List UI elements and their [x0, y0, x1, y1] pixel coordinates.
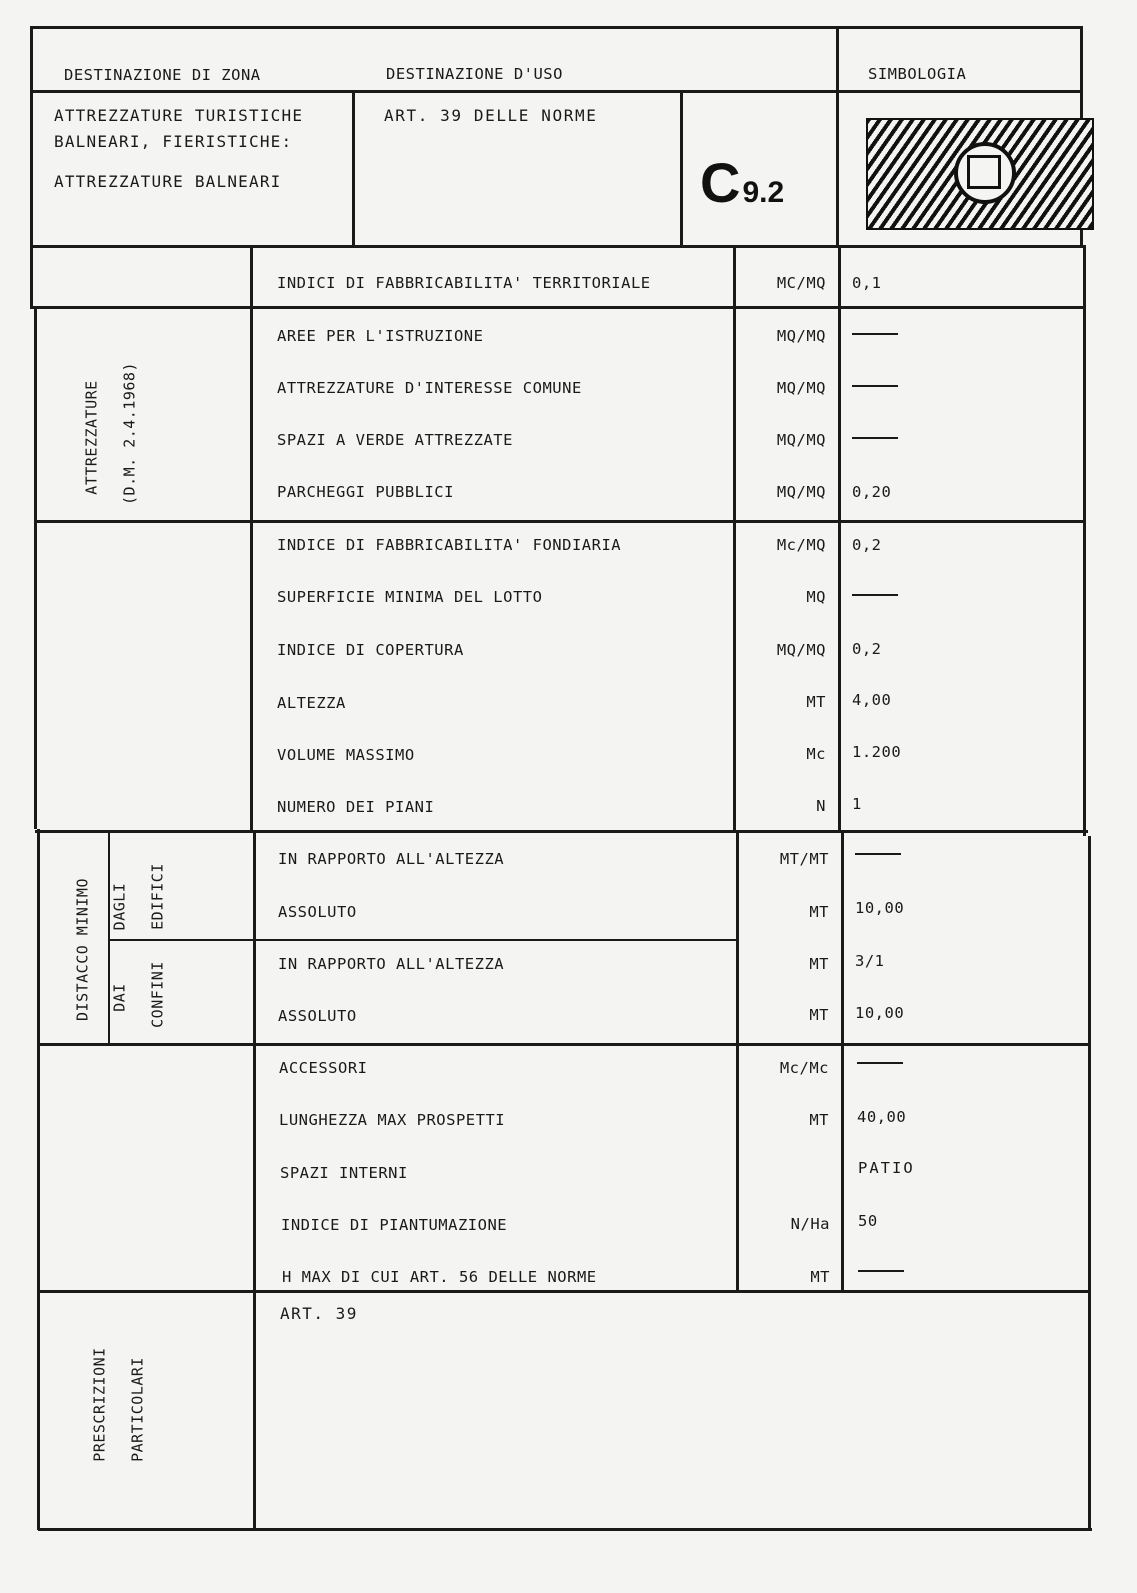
- row-value: 4,00: [852, 691, 892, 709]
- row-unit: MQ/MQ: [776, 327, 826, 345]
- row-value: 1.200: [852, 743, 902, 761]
- row-value: 0,20: [852, 483, 892, 501]
- section-attrezzature-dm: (D.M. 2.4.1968): [120, 362, 139, 505]
- row-unit: MQ/MQ: [776, 379, 826, 397]
- row-value: 10,00: [855, 1004, 905, 1022]
- row-label: IN RAPPORTO ALL'ALTEZZA: [278, 850, 505, 868]
- row-label: LUNGHEZZA MAX PROSPETTI: [279, 1111, 506, 1129]
- section-edifici: EDIFICI: [148, 863, 167, 930]
- row-label: H MAX DI CUI ART. 56 DELLE NORME: [282, 1268, 597, 1286]
- row-unit: Mc: [806, 745, 826, 763]
- row-unit: Mc/MQ: [776, 536, 826, 554]
- row-value: 0,1: [852, 274, 882, 292]
- empty-value-dash: [852, 594, 898, 596]
- row-label: ATTREZZATURE D'INTERESSE COMUNE: [277, 379, 582, 397]
- row-unit: MT: [809, 955, 829, 973]
- section-distacco: DISTACCO MINIMO: [73, 878, 92, 1021]
- row-unit: MQ/MQ: [776, 641, 826, 659]
- row-label: INDICE DI FABBRICABILITA' FONDIARIA: [277, 536, 622, 554]
- header-symbology: SIMBOLOGIA: [868, 65, 967, 83]
- row-label: ASSOLUTO: [278, 903, 357, 921]
- row-label: AREE PER L'ISTRUZIONE: [277, 327, 484, 345]
- empty-value-dash: [852, 385, 898, 387]
- section-prescrizioni: PRESCRIZIONI: [90, 1347, 109, 1462]
- row-label: SPAZI A VERDE ATTREZZATE: [277, 431, 513, 449]
- row-value: 10,00: [855, 899, 905, 917]
- hatched-rectangle-with-circle-square-icon: [866, 118, 1094, 230]
- row-unit: MT/MT: [779, 850, 829, 868]
- section-particolari: PARTICOLARI: [128, 1357, 147, 1462]
- empty-value-dash: [852, 333, 898, 335]
- section-attrezzature: ATTREZZATURE: [82, 380, 101, 495]
- row-unit: MT: [809, 1006, 829, 1024]
- zone-line3: ATTREZZATURE BALNEARI: [54, 172, 282, 191]
- row-value: 3/1: [855, 952, 885, 970]
- row-value: 50: [858, 1212, 878, 1230]
- row-label: PARCHEGGI PUBBLICI: [277, 483, 454, 501]
- row-label: ALTEZZA: [277, 694, 346, 712]
- row-label: NUMERO DEI PIANI: [277, 798, 435, 816]
- zone-line1: ATTREZZATURE TURISTICHE: [54, 106, 304, 125]
- row-unit: N/Ha: [790, 1215, 830, 1233]
- zone-code-letter: C: [700, 151, 741, 214]
- row-unit: MT: [806, 693, 826, 711]
- section-dagli: DAGLI: [110, 882, 129, 931]
- row-unit: MQ/MQ: [776, 431, 826, 449]
- row-label: ASSOLUTO: [278, 1007, 357, 1025]
- row-value: 1: [852, 795, 862, 813]
- header-use-destination: DESTINAZIONE D'USO: [386, 65, 563, 83]
- empty-value-dash: [857, 1062, 903, 1064]
- row-value: 40,00: [857, 1108, 907, 1126]
- row-label: SPAZI INTERNI: [280, 1164, 408, 1182]
- row-label: VOLUME MASSIMO: [277, 746, 415, 764]
- row-label: IN RAPPORTO ALL'ALTEZZA: [278, 955, 505, 973]
- row-label: INDICE DI COPERTURA: [277, 641, 464, 659]
- row-unit: MT: [810, 1268, 830, 1286]
- prescrizioni-text: ART. 39: [280, 1304, 358, 1323]
- row-unit: Mc/Mc: [779, 1059, 829, 1077]
- row-value: PATIO: [858, 1159, 915, 1177]
- empty-value-dash: [852, 437, 898, 439]
- use-norme: ART. 39 DELLE NORME: [384, 106, 598, 125]
- zone-line2: BALNEARI, FIERISTICHE:: [54, 132, 293, 151]
- row-label: ACCESSORI: [279, 1059, 368, 1077]
- zone-code-number: 9.2: [742, 176, 785, 209]
- empty-value-dash: [855, 853, 901, 855]
- row-unit: MT: [809, 1111, 829, 1129]
- row-unit: MQ/MQ: [776, 483, 826, 501]
- row-label: INDICE DI PIANTUMAZIONE: [281, 1216, 508, 1234]
- zone-code: [700, 151, 785, 214]
- row-label: INDICI DI FABBRICABILITA' TERRITORIALE: [277, 274, 651, 292]
- row-value: 0,2: [852, 536, 882, 554]
- row-unit: N: [816, 797, 826, 815]
- row-unit: MT: [809, 903, 829, 921]
- section-confini: CONFINI: [148, 961, 167, 1028]
- row-unit: MC/MQ: [776, 274, 826, 292]
- empty-value-dash: [858, 1270, 904, 1272]
- row-label: SUPERFICIE MINIMA DEL LOTTO: [277, 588, 543, 606]
- header-zone-destination: DESTINAZIONE DI ZONA: [64, 66, 261, 84]
- section-dai: DAI: [110, 983, 129, 1012]
- row-value: 0,2: [852, 640, 882, 658]
- row-unit: MQ: [806, 588, 826, 606]
